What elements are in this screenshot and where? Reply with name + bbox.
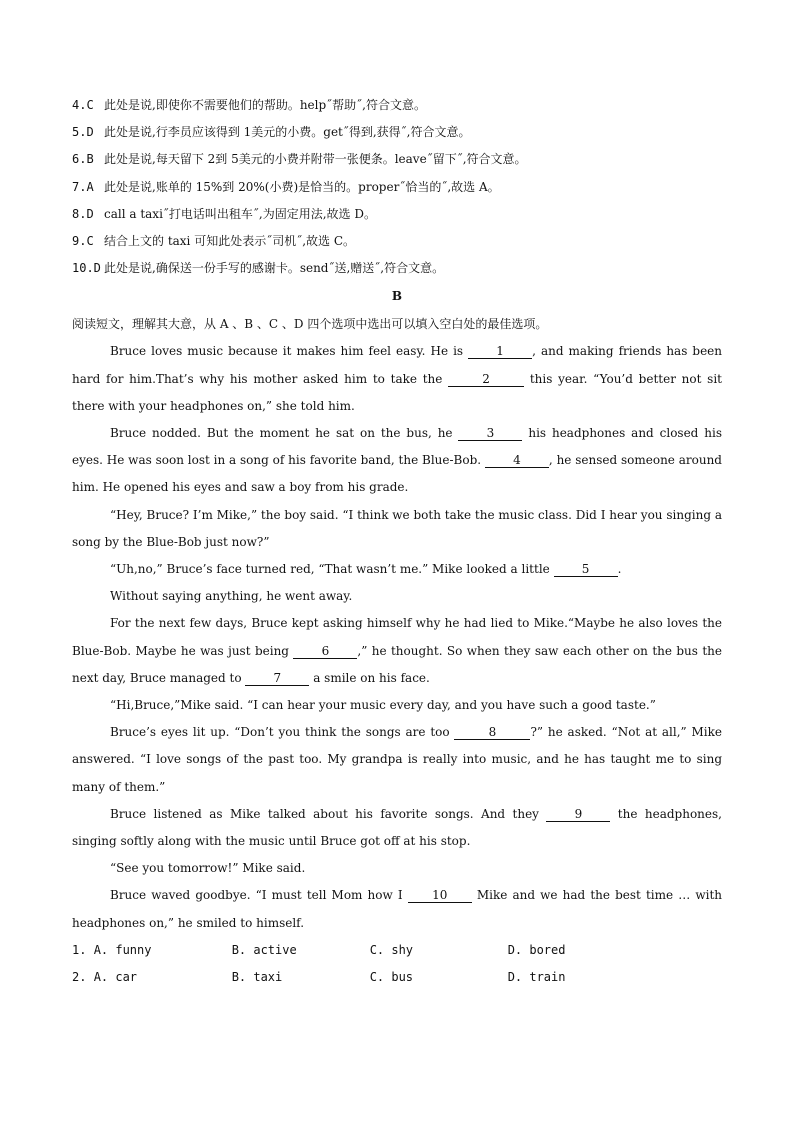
answer-item bbox=[72, 92, 722, 119]
answer-number: 10.D bbox=[72, 261, 101, 276]
passage-text: this year. “You’d better not sit there with your headphones on,” she told him. bbox=[72, 371, 722, 413]
blank-8: 8 bbox=[454, 725, 530, 740]
passage-text: “Uh,no,” Bruce’s face turned red, “That wasn’t me.” Mike looked a little bbox=[110, 562, 554, 577]
passage-text: , he sensed someone around him. He opened his eyes and saw a boy from his grade. bbox=[72, 453, 722, 495]
answer-explanation: 此处是说,确保送一份手写的感谢卡。send˝送,赠送˝,符合文意。 bbox=[104, 261, 445, 276]
section-title: B bbox=[391, 289, 403, 304]
passage-paragraph: “Hey, Bruce? I’m Mike,” the boy said. “I think we both take the music class. Did I hear you singing a song by the Blue-Bob just now?” bbox=[72, 507, 722, 549]
document-page bbox=[72, 92, 722, 991]
blank-7: 7 bbox=[245, 671, 309, 686]
passage-text: his headphones and closed his eyes. He was soon lost in a song of his favorite band, the Blue-Bob. bbox=[72, 426, 722, 468]
passage-text: . bbox=[617, 562, 622, 577]
answer-number: 9.C bbox=[72, 234, 94, 249]
answer-item bbox=[72, 146, 722, 173]
passage-paragraph bbox=[72, 882, 722, 936]
option-row bbox=[72, 964, 722, 991]
blank-5: 5 bbox=[554, 562, 618, 577]
answer-explanation: call a taxi˝打电话叫出租车˝,为固定用法,故选 D。 bbox=[104, 206, 376, 221]
option-c: C. bus bbox=[369, 970, 414, 985]
passage-paragraph bbox=[72, 610, 722, 692]
answer-explanation: 此处是说,即使你不需要他们的帮助。help˝帮助˝,符合文意。 bbox=[104, 98, 426, 112]
blank-9: 9 bbox=[546, 807, 610, 822]
answer-explanation: 此处是说,每天留下 2到 5美元的小费并附带一张便条。leave˝留下˝,符合文意。 bbox=[104, 152, 527, 167]
passage-paragraph bbox=[72, 556, 722, 583]
blank-6: 6 bbox=[293, 644, 357, 659]
passage-paragraph bbox=[72, 338, 722, 420]
question-number: 2. bbox=[72, 970, 87, 985]
answer-number: 8.D bbox=[72, 206, 94, 221]
passage-text: Bruce loves music because it makes him feel easy. He is bbox=[110, 344, 469, 359]
passage-text: Bruce’s eyes lit up. “Don’t you think the songs are too bbox=[110, 725, 455, 740]
option-list bbox=[72, 937, 722, 991]
question-number: 1. bbox=[72, 942, 87, 957]
blank-2: 2 bbox=[448, 372, 524, 387]
passage-text: Mike and we had the best time … with headphones on,” he smiled to himself. bbox=[72, 888, 723, 930]
passage-text: ?” he asked. “Not at all,” Mike answered. “I love songs of the past too. My grandpa is really into music, and he has taught me to sing many of them.” bbox=[72, 725, 722, 794]
passage-text: Bruce waved goodbye. “I must tell Mom how I bbox=[110, 888, 408, 903]
passage-paragraph: Without saying anything, he went away. bbox=[110, 589, 353, 604]
answer-item bbox=[72, 201, 722, 228]
option-b: B. active bbox=[231, 942, 297, 957]
answer-item bbox=[72, 119, 722, 146]
passage-text: ,” he thought. So when they saw each other on the bus the next day, Bruce managed to bbox=[72, 643, 722, 685]
passage-paragraph: “See you tomorrow!” Mike said. bbox=[110, 861, 306, 876]
answer-explanation: 此处是说,账单的 15%到 20%(小费)是恰当的。proper˝恰当的˝,故选 A。 bbox=[104, 179, 500, 194]
passage-paragraph bbox=[72, 719, 722, 801]
option-b: B. taxi bbox=[231, 970, 283, 985]
option-a: A. funny bbox=[93, 942, 152, 957]
instruction-text: 阅读短文，理解其大意，从 A 、B 、C 、D 四个选项中选出可以填入空白处的最佳选项。 bbox=[72, 317, 548, 332]
answer-number: 6.B bbox=[72, 152, 94, 167]
passage-paragraph: “Hi,Bruce,”Mike said. “I can hear your music every day, and you have such a good taste.” bbox=[110, 698, 656, 713]
passage-text: , and making friends has been hard for him.That’s why his mother asked him to take the bbox=[72, 344, 723, 386]
blank-4: 4 bbox=[485, 453, 549, 468]
answer-explanation: 此处是说,行李员应该得到 1美元的小费。get˝得到,获得˝,符合文意。 bbox=[104, 125, 471, 140]
blank-10: 10 bbox=[408, 888, 472, 903]
answer-list bbox=[72, 92, 722, 282]
answer-number: 5.D bbox=[72, 125, 94, 140]
answer-explanation: 结合上文的 taxi 可知此处表示˝司机˝,故选 C。 bbox=[104, 234, 356, 249]
passage-text: the headphones, singing softly along with the music until Bruce got off at his stop. bbox=[72, 806, 722, 849]
answer-item bbox=[72, 228, 722, 255]
answer-number: 4.C bbox=[72, 98, 94, 112]
blank-1: 1 bbox=[468, 344, 532, 359]
option-d: D. bored bbox=[507, 942, 566, 957]
passage-paragraph bbox=[72, 801, 722, 855]
passage-text: a smile on his face. bbox=[309, 670, 430, 685]
reading-passage bbox=[72, 338, 722, 936]
option-row bbox=[72, 937, 722, 964]
passage-text: Bruce listened as Mike talked about his favorite songs. And they bbox=[110, 806, 547, 821]
passage-paragraph bbox=[72, 420, 722, 502]
answer-item bbox=[72, 174, 722, 201]
passage-text: For the next few days, Bruce kept asking himself why he had lied to Mike.“Maybe he also loves the Blue-Bob. Maybe he was just being bbox=[72, 616, 722, 658]
option-c: C. shy bbox=[369, 942, 414, 957]
answer-item bbox=[72, 255, 722, 282]
passage-text: Bruce nodded. But the moment he sat on the bus, he bbox=[110, 426, 459, 441]
option-a: A. car bbox=[93, 970, 138, 985]
blank-3: 3 bbox=[458, 426, 522, 441]
answer-number: 7.A bbox=[72, 179, 94, 194]
option-d: D. train bbox=[507, 970, 566, 985]
